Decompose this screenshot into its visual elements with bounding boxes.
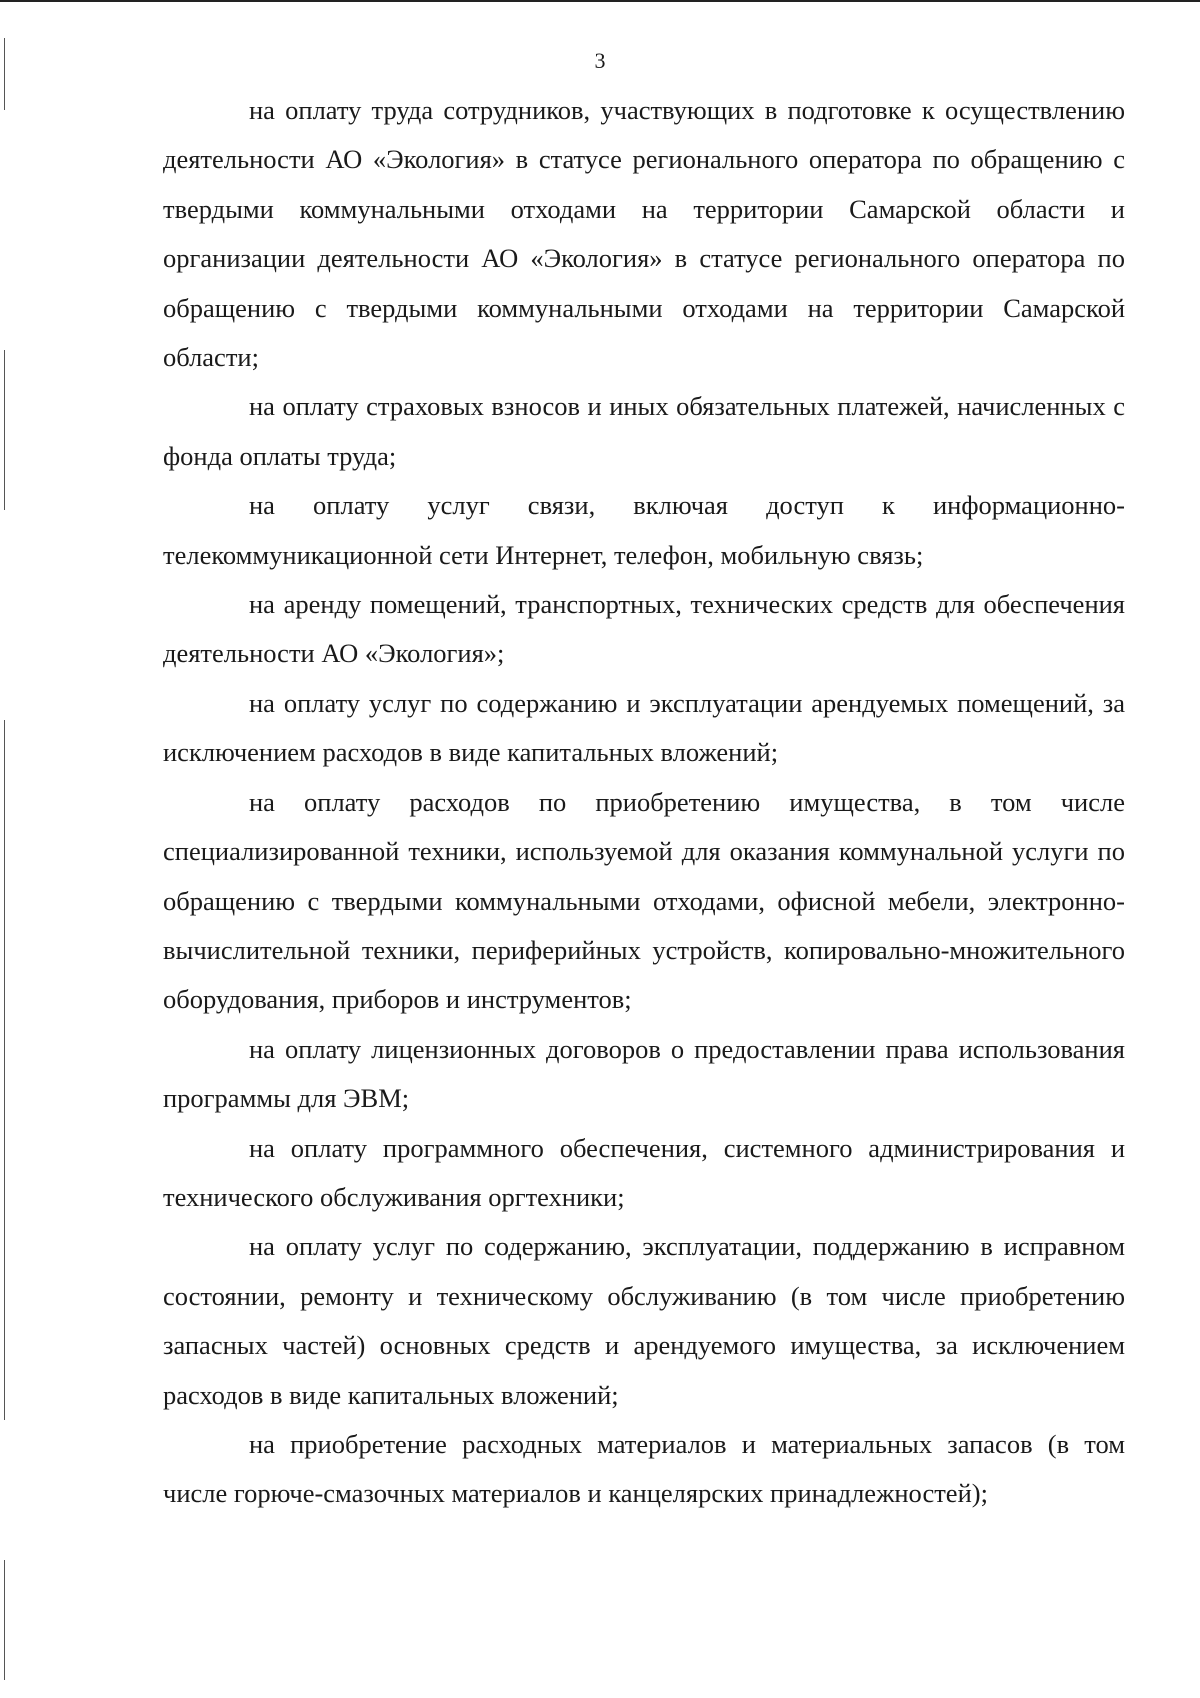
- scan-margin-mark: [4, 1560, 5, 1680]
- paragraph-software: на оплату программного обеспечения, системного администрирования и технического обслуживания оргтехники;: [163, 1132, 1125, 1212]
- scan-top-edge: [0, 0, 1200, 2]
- scan-margin-mark: [4, 720, 5, 1420]
- paragraph-communication-services: на оплату услуг связи, включая доступ к информационно-телекоммуникационной сети Интернет, телефон, мобильную связь;: [163, 490, 1125, 570]
- paragraph-insurance-contributions: на оплату страховых взносов и иных обязательных платежей, начисленных с фонда оплаты труда;: [163, 391, 1125, 471]
- page-number: 3: [594, 48, 606, 73]
- paragraph-consumables: на приобретение расходных материалов и материальных запасов (в том числе горюче-смазочных материалов и канцелярских принадлежностей);: [163, 1428, 1125, 1509]
- paragraph-license-agreements: на оплату лицензионных договоров о предоставлении права использования программы для ЭВМ;: [163, 1033, 1125, 1114]
- scan-margin-mark: [4, 350, 5, 510]
- document-body: [163, 86, 1125, 1519]
- paragraph-labor-payment: на оплату труда сотрудников, участвующих в подготовке к осуществлению деятельности АО «Экология» в статусе регионального оператора по обращению с твердыми коммунальными отходами на территории Самарской области и организации деятельности АО «Экология» в статусе регионального оператора по обращению с твердыми коммунальными отходами на территории Самарской области;: [163, 95, 1125, 373]
- paragraph-property-acquisition: на оплату расходов по приобретению имущества, в том числе специализированной техники, используемой для оказания коммунальной услуги по обращению с твердыми коммунальными отходами, офисной мебели, электронно-вычислительной техники, периферийных устройств, копировально-множительного оборудования, приборов и инструментов;: [163, 786, 1125, 1015]
- paragraph-asset-maintenance: на оплату услуг по содержанию, эксплуатации, поддержанию в исправном состоянии, ремонту и техническому обслуживанию (в том числе приобретению запасных частей) основных средств и арендуемого имущества, за исключением расходов в виде капитальных вложений;: [163, 1231, 1125, 1410]
- paragraph-premises-rent: на аренду помещений, транспортных, технических средств для обеспечения деятельности АО «Экология»;: [163, 589, 1125, 669]
- paragraph-premises-maintenance: на оплату услуг по содержанию и эксплуатации арендуемых помещений, за исключением расходов в виде капитальных вложений;: [163, 687, 1125, 768]
